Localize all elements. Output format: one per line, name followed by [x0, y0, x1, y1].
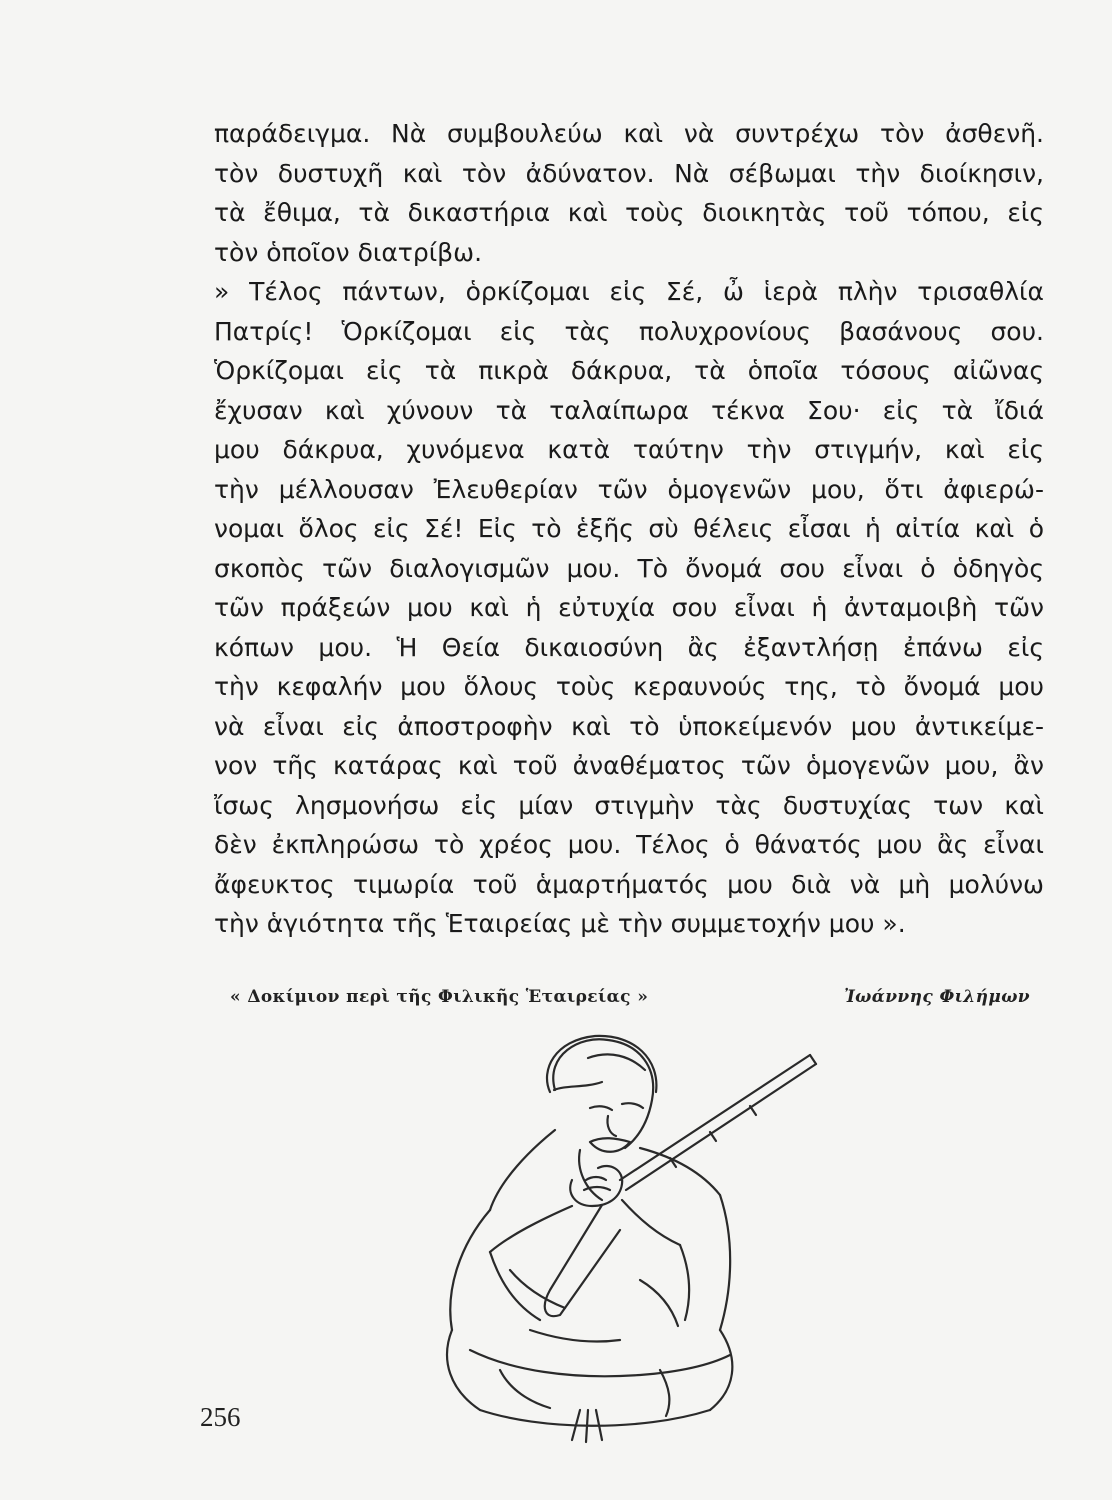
text-line: τὸν ὁποῖον διατρίβω.: [214, 237, 483, 267]
citation-row: [230, 987, 1030, 1017]
text-line: Πατρίς! Ὁρκίζομαι εἰς τὰς πολυχρονίους βασάνους σου.: [214, 316, 1044, 346]
source-citation: « Δοκίμιον περὶ τῆς Φιλικῆς Ἑταιρείας »: [230, 987, 649, 1007]
text-line: ἴσως λησμονήσω εἰς μίαν στιγμὴν τὰς δυστυχίας των καὶ: [214, 790, 1044, 820]
text-line: τὴν κεφαλήν μου ὅλους τοὺς κεραυνούς της, τὸ ὄνομά μου: [214, 672, 1044, 701]
text-line: ἔχυσαν καὶ χύνουν τὰ ταλαίπωρα τέκνα Σου· εἰς τὰ ἴδιά: [214, 395, 1044, 425]
text-line: κόπων μου. Ἡ Θεία δικαιοσύνη ἂς ἐξαντλήσῃ ἐπάνω εἰς: [214, 632, 1044, 662]
text-line: σκοπὸς τῶν διαλογισμῶν μου. Τὸ ὄνομά σου εἶναι ὁ ὁδηγὸς: [214, 553, 1044, 583]
main-text: [214, 114, 1044, 944]
rifle-outline: [620, 1055, 810, 1180]
text-line: νὰ εἶναι εἰς ἀποστροφὴν καὶ τὸ ὑποκείμενόν μου ἀντικείμε-: [214, 711, 1044, 741]
text-line: νον τῆς κατάρας καὶ τοῦ ἀναθέματος τῶν ὁμογενῶν μου, ἂν: [214, 751, 1044, 780]
text-line: δὲν ἐκπληρώσω τὸ χρέος μου. Τέλος ὁ θάνατός μου ἂς εἶναι: [214, 830, 1044, 859]
text-line: τὴν μέλλουσαν Ἐλευθερίαν τῶν ὁμογενῶν μου, ὅτι ἀφιερώ-: [214, 474, 1044, 504]
text-line: τῶν πράξεών μου καὶ ἡ εὐτυχία σου εἶναι ἡ ἀνταμοιβὴ τῶν: [214, 593, 1044, 622]
warrior-illustration: [340, 1030, 860, 1450]
text-line: Ὁρκίζομαι εἰς τὰ πικρὰ δάκρυα, τὰ ὁποῖα τόσους αἰῶνας: [214, 356, 1044, 385]
author-name: Ἰωάννης Φιλήμων: [844, 987, 1030, 1007]
text-line: τὴν ἁγιότητα τῆς Ἑταιρείας μὲ τὴν συμμετοχήν μου ».: [214, 909, 906, 938]
text-line: » Τέλος πάντων, ὁρκίζομαι εἰς Σέ, ὦ ἱερὰ πλὴν τρισαθλία: [214, 277, 1044, 306]
text-line: μου δάκρυα, χυνόμενα κατὰ ταύτην τὴν στιγμήν, καὶ εἰς: [214, 435, 1044, 464]
text-line: ἄφευκτος τιμωρία τοῦ ἁμαρτήματός μου διὰ νὰ μὴ μολύνω: [214, 869, 1044, 899]
text-line: τὰ ἔθιμα, τὰ δικαστήρια καὶ τοὺς διοικητὰς τοῦ τόπου, εἰς: [214, 198, 1044, 227]
text-line: παράδειγμα. Νὰ συμβουλεύω καὶ νὰ συντρέχω τὸν ἀσθενῆ.: [214, 119, 1044, 148]
text-line: νομαι ὅλος εἰς Σέ! Εἰς τὸ ἑξῆς σὺ θέλεις εἶσαι ἡ αἰτία καὶ ὁ: [214, 514, 1044, 543]
hair-outline: [547, 1036, 656, 1092]
page-number: 256: [200, 1402, 241, 1432]
text-line: τὸν δυστυχῆ καὶ τὸν ἀδύνατον. Νὰ σέβωμαι τὴν διοίκησιν,: [214, 158, 1044, 188]
